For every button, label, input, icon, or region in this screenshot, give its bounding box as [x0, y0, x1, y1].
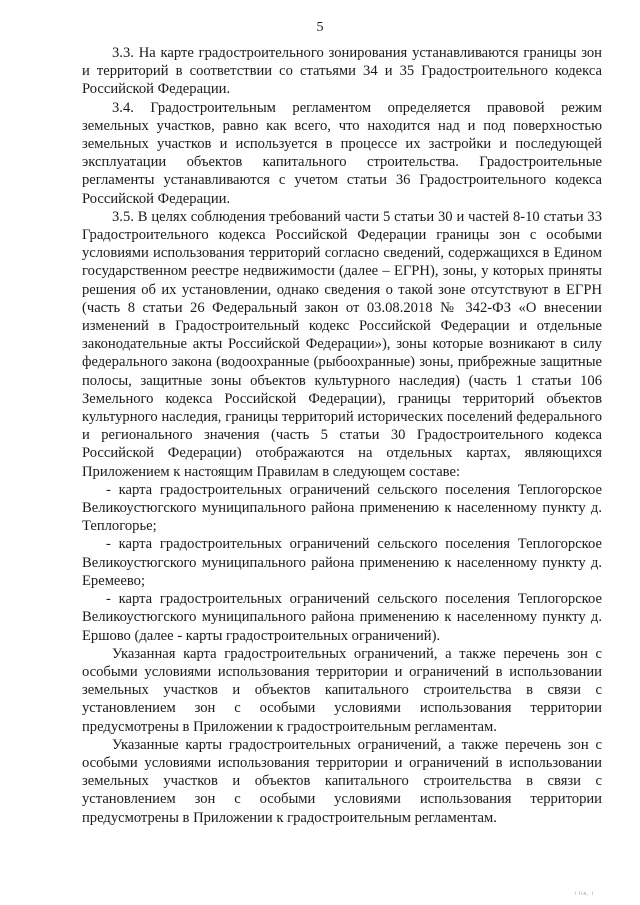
list-item-ershovo: - карта градостроительных ограничений сельского поселения Теплогорское Великоустюгского муниципального района применению к населенному пункту д. Ершово (далее - карты градостроительных ограничений). [82, 591, 602, 644]
paragraph-3-3: 3.3. На карте градостроительного зонирования устанавливаются границы зон и территорий в соответствии со статьями 34 и 35 Градостроительного кодекса Российской Федерации. [82, 45, 602, 98]
footer-scan-mark: i lia, i [574, 891, 594, 897]
paragraph-3-5: 3.5. В целях соблюдения требований части 5 статьи 30 и частей 8-10 статьи 33 Градостроительного кодекса Российской Федерации границы зон с особыми условиями использования территорий согласно сведений, содержащихся в Едином государственном реестре недвижимости (далее – ЕГРН), зоны, у которых приняты решения об их установлении, однако сведения о такой зоне отсутствуют в ЕГРН (часть 8 статьи 26 Федеральный закон от 03.08.2018 № 342-ФЗ «О внесении изменений в Градостроительный кодекс Российской Федерации и отдельные законодательные акты Российской Федерации»), зоны которые возникают в силу федерального закона (водоохранные (рыбоохранные) зоны, прибрежные защитные полосы, защитные зоны объектов культурного наследия) (часть 1 статьи 106 Земельного кодекса Российской Федерации), границы территорий объектов культурного наследия, границы территорий исторических поселений федерального и регионального значения (часть 5 статьи 30 Градостроительного кодекса Российской Федерации) отображаются на отдельных картах, являющихся Приложением к настоящим Правилам в следующем составе: [82, 208, 602, 480]
paragraph-maps-note: Указанные карты градостроительных ограничений, а также перечень зон с особыми условиями использования территории и ограничений в использовании земельных участков и объектов капитального строительства в связи с установлением зон с особыми условиями использования территории предусмотрены в Приложении к градостроительным регламентам. [82, 736, 602, 826]
paragraph-3-4: 3.4. Градостроительным регламентом определяется правовой режим земельных участков, равно как всего, что находится над и под поверхностью земельных участков и используется в процессе их застройки и последующей эксплуатации объектов капитального строительства. Градостроительные регламенты устанавливаются с учетом статьи 36 Градостроительного кодекса Российской Федерации. [82, 99, 602, 207]
document-body [82, 44, 602, 827]
paragraph-map-note: Указанная карта градостроительных ограничений, а также перечень зон с особыми условиями использования территории и ограничений в использовании земельных участков и объектов капитального строительства в связи с установлением зон с особыми условиями использования территории предусмотрены в Приложении к градостроительным регламентам. [82, 645, 602, 735]
list-item-eremeevo: - карта градостроительных ограничений сельского поселения Теплогорское Великоустюгского муниципального района применению к населенному пункту д. Еремеево; [82, 536, 602, 589]
page-number: 5 [316, 20, 324, 35]
list-item-teplogorye: - карта градостроительных ограничений сельского поселения Теплогорское Великоустюгского муниципального района применению к населенному пункту д. Теплогорье; [82, 481, 602, 535]
